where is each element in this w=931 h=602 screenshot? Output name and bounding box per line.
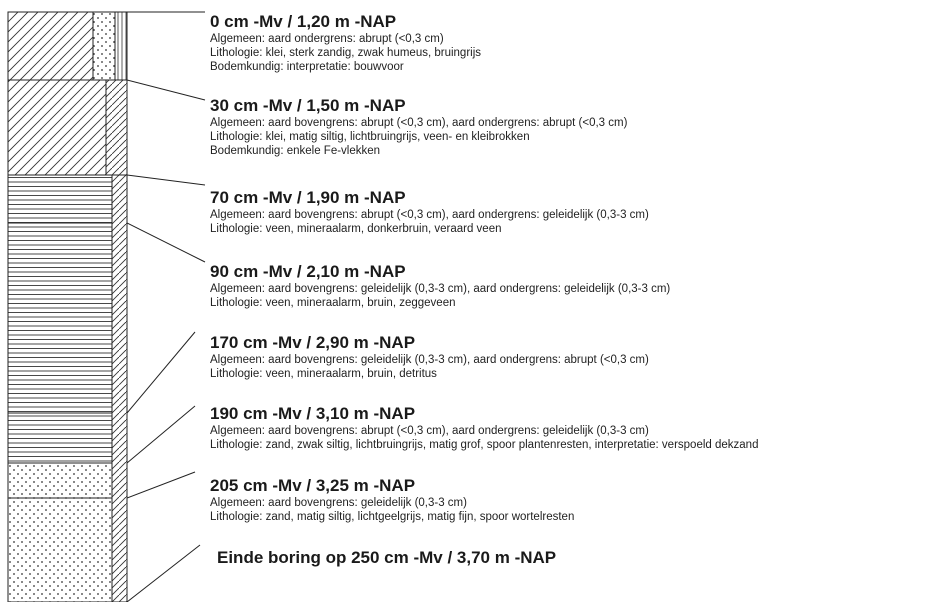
strip-1-lines [115, 12, 127, 80]
layer-2-line-1: Algemeen: aard bovengrens: abrupt (<0,3 cm), aard ondergrens: abrupt (<0,3 cm) [210, 117, 628, 129]
layer-1-clay-fill [8, 12, 93, 80]
strip-2 [106, 80, 127, 175]
layer-1-line-2: Lithologie: klei, sterk zandig, zwak humeus, bruingrijs [210, 47, 482, 59]
layer-1-line-3: Bodemkundig: interpretatie: bouwvoor [210, 61, 404, 73]
layer-3-depth: 70 cm -Mv / 1,90 m -NAP [210, 188, 406, 207]
layer-1-description [210, 12, 930, 74]
layer-7-line-2: Lithologie: zand, matig siltig, lichtgeelgrijs, matig fijn, spoor wortelresten [210, 511, 575, 523]
connector-8 [127, 545, 200, 602]
layer-1-line-1: Algemeen: aard ondergrens: abrupt (<0,3 cm) [210, 33, 444, 45]
layer-3-line-1: Algemeen: aard bovengrens: abrupt (<0,3 cm), aard ondergrens: geleidelijk (0,3-3 cm) [210, 209, 649, 221]
layer-7-depth: 205 cm -Mv / 3,25 m -NAP [210, 476, 416, 495]
layer-7-description [210, 476, 930, 524]
connector-6 [127, 406, 195, 463]
layer-6-description [210, 404, 930, 452]
layer-6-sand-fill [8, 463, 112, 498]
connector-4 [127, 223, 205, 262]
layer-5-line-2: Lithologie: veen, mineraalarm, bruin, detritus [210, 368, 437, 380]
end-of-boring-label: Einde boring op 250 cm -Mv / 3,70 m -NAP [217, 548, 557, 567]
layer-5-line-1: Algemeen: aard bovengrens: geleidelijk (0,3-3 cm), aard ondergrens: abrupt (<0,3 cm) [210, 354, 649, 366]
layer-3-line-2: Lithologie: veen, mineraalarm, donkerbruin, veraard veen [210, 223, 502, 235]
layer-4-line-1: Algemeen: aard bovengrens: geleidelijk (0,3-3 cm), aard ondergrens: geleidelijk (0,3-3 cm) [210, 283, 671, 295]
layer-2-clay-fill [8, 80, 106, 175]
connector-lines [127, 12, 205, 602]
layer-7-sand-fill [8, 498, 112, 602]
layer-5-peat-fill [8, 413, 112, 463]
layer-4-depth: 90 cm -Mv / 2,10 m -NAP [210, 262, 406, 281]
connector-3 [127, 175, 205, 185]
layer-7-line-1: Algemeen: aard bovengrens: geleidelijk (0,3-3 cm) [210, 497, 467, 509]
connector-5 [127, 332, 195, 413]
layer-6-depth: 190 cm -Mv / 3,10 m -NAP [210, 404, 416, 423]
layer-2-description [210, 96, 930, 158]
layer-3-description [210, 188, 930, 236]
layer-2-depth: 30 cm -Mv / 1,50 m -NAP [210, 96, 406, 115]
layer-2-line-3: Bodemkundig: enkele Fe-vlekken [210, 145, 381, 157]
connector-2 [127, 80, 205, 100]
layer-4-description [210, 262, 930, 310]
layer-4-peat-fill [8, 223, 112, 413]
layer-6-line-1: Algemeen: aard bovengrens: abrupt (<0,3 cm), aard ondergrens: geleidelijk (0,3-3 cm) [210, 425, 649, 437]
layer-5-depth: 170 cm -Mv / 2,90 m -NAP [210, 333, 416, 352]
layer-1-depth: 0 cm -Mv / 1,20 m -NAP [210, 12, 397, 31]
layer-2-line-2: Lithologie: klei, matig siltig, lichtbruingrijs, veen- en kleibrokken [210, 131, 530, 143]
layer-4-line-2: Lithologie: veen, mineraalarm, bruin, zeggeveen [210, 297, 456, 309]
layer-5-description [210, 333, 930, 381]
connector-7 [127, 472, 195, 498]
strip-3 [112, 175, 127, 602]
strip-1-sand [93, 12, 115, 80]
layer-6-line-2: Lithologie: zand, zwak siltig, lichtbruingrijs, matig grof, spoor plantenresten, interpretatie: verspoeld dekzand [210, 439, 759, 451]
layer-3-peat-fill [8, 175, 112, 223]
